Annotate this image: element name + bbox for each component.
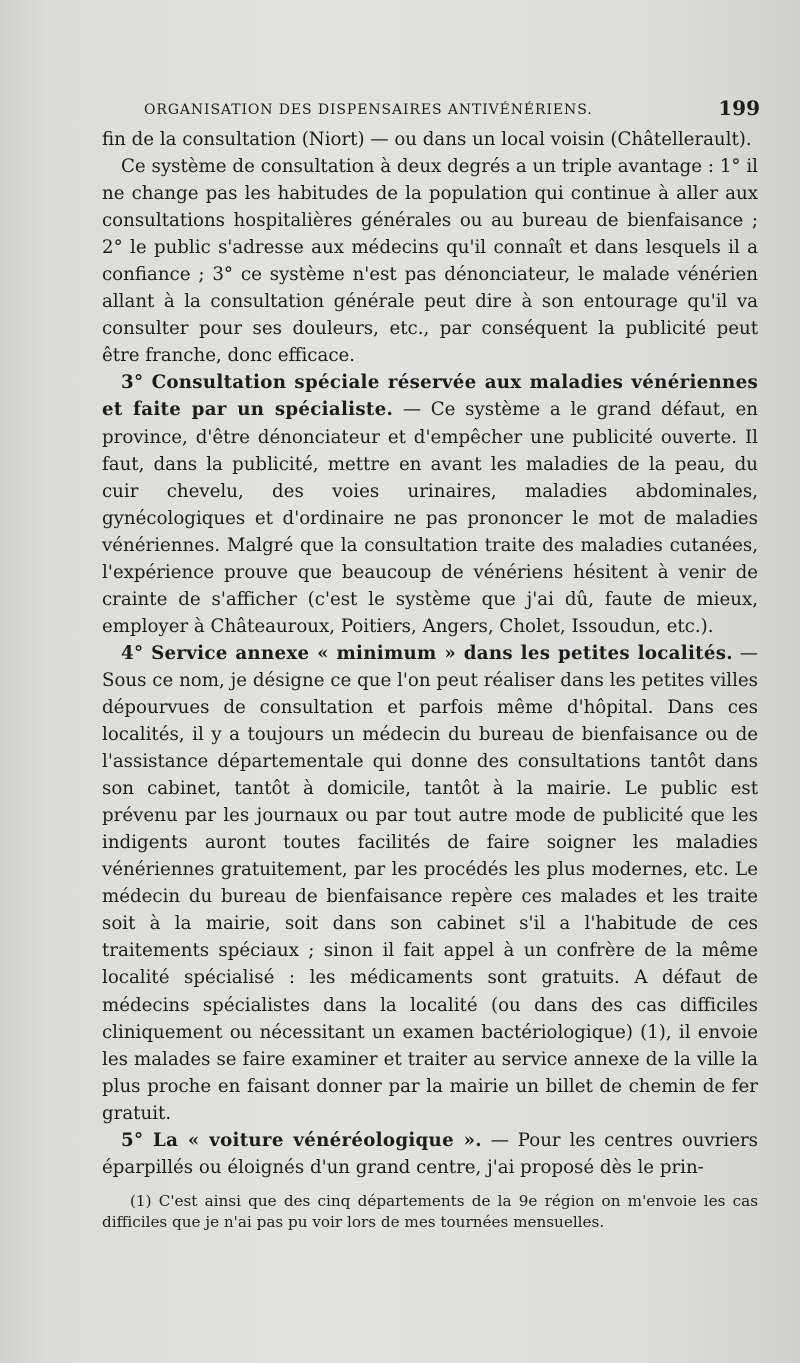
paragraph-text: Ce système de consultation à deux degrés a un triple avantage : 1° il ne change pas les habitudes de la population qui continue à aller aux consultations hospitalières générales ou au bureau de bienfaisance ; 2° le public s'adresse aux médecins qu'il connaît et dans lesquels il a confiance ; 3° ce système n'est pas dénonciateur, le malade vénérien allant à la consultation générale peut dire à son entourage qu'il va consulter pour ses douleurs, etc., par conséquent la publicité peut être franche, donc efficace. bbox=[102, 156, 758, 367]
book-page bbox=[102, 96, 758, 1336]
paragraph-text: — Pour les centres ouvriers éparpillés ou éloignés d'un grand centre, j'ai proposé dès le prin- bbox=[102, 1129, 759, 1178]
running-head bbox=[102, 96, 758, 126]
section-heading: 5° La « voiture vénéréologique ». bbox=[121, 1129, 482, 1151]
body-text bbox=[102, 126, 758, 1181]
paragraph-text: — Ce système a le grand défaut, en province, d'être dénonciateur et d'empêcher une publicité ouverte. Il faut, dans la publicité, mettre en avant les maladies de la peau, du cuir chevelu, des voies urinaires, maladies abdominales, gynécologiques et d'ordinaire ne pas prononcer le mot de maladies vénériennes. Malgré que la consultation traite des maladies cutanées, l'expérience prouve que beaucoup de vénériens hésitent à venir de crainte de s'afficher (c'est le système que j'ai dû, faute de mieux, employer à Châteauroux, Poitiers, Angers, Cholet, Issoudun, etc.). bbox=[102, 399, 758, 637]
paragraph-special-consultation bbox=[102, 369, 758, 639]
paragraph-advantages bbox=[102, 153, 758, 369]
paragraph-annex-service bbox=[102, 640, 758, 1127]
footnotes bbox=[102, 1191, 758, 1233]
paragraph-text: — Sous ce nom, je désigne ce que l'on peut réaliser dans les petites villes dépourvues de consultation et parfois même d'hôpital. Dans ces localités, il y a toujours un médecin du bureau de bienfaisance ou de l'assistance départementale qui donne des consultations tantôt dans son cabinet, tantôt à domicile, tantôt à la mairie. Le public est prévenu par les journaux ou par tout autre mode de publicité que les indigents auront toutes facilités de faire soigner les maladies vénériennes gratuitement, par les procédés les plus modernes, etc. Le médecin du bureau de bienfaisance repère ces malades et les traite soit à la mairie, soit dans son cabinet s'il a l'habitude de ces traitements spéciaux ; sinon il fait appel à un confrère de la même localité spécialisé : les médicaments sont gratuits. A défaut de médecins spécialistes dans la localité (ou dans des cas difficiles cliniquement ou nécessitant un examen bactériologique) (1), il envoie les malades se faire examiner et traiter au service annexe de la ville la plus proche en faisant donner par la mairie un billet de chemin de fer gratuit. bbox=[102, 642, 758, 1124]
running-title: ORGANISATION DES DISPENSAIRES ANTIVÉNÉRIENS. bbox=[144, 102, 593, 118]
paragraph-continuation bbox=[102, 126, 758, 153]
footnote-1: (1) C'est ainsi que des cinq départements de la 9e région on m'envoie les cas difficiles que je n'ai pas pu voir lors de mes tournées mensuelles. bbox=[102, 1191, 758, 1231]
section-heading: 3° Consultation spéciale réservée aux maladies vénériennes et faite par un spécialiste. bbox=[102, 372, 758, 421]
paragraph-text: fin de la consultation (Niort) — ou dans un local voisin (Châtellerault). bbox=[102, 129, 752, 150]
page-number: 199 bbox=[718, 96, 760, 120]
section-heading: 4° Service annexe « minimum » dans les petites localités. bbox=[121, 642, 733, 664]
paragraph-venereal-vehicle bbox=[102, 1127, 758, 1181]
